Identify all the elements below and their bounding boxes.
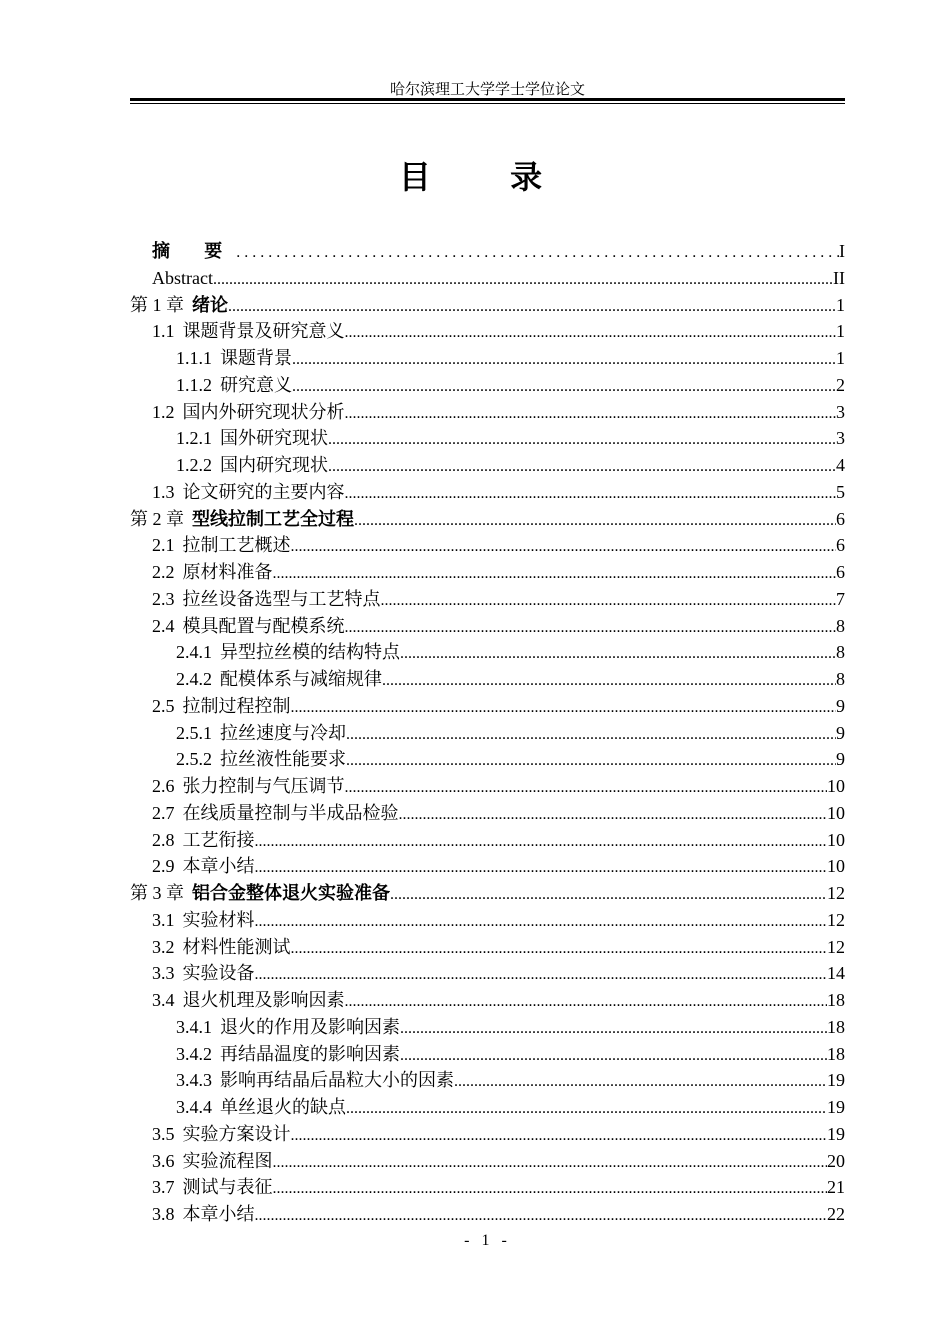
toc-entry-page: 8 bbox=[836, 615, 845, 636]
toc-entry[interactable] bbox=[130, 452, 845, 479]
toc-entry[interactable] bbox=[130, 1121, 845, 1148]
toc-entry-label bbox=[152, 693, 291, 721]
toc-entry-label bbox=[176, 1014, 400, 1042]
toc-entry-page: 9 bbox=[836, 722, 845, 743]
toc-entry-page: 7 bbox=[836, 588, 845, 609]
toc-entry-title: 张力控制与气压调节 bbox=[182, 776, 345, 797]
toc-entry-label bbox=[152, 1201, 255, 1229]
toc-entry-title: 拉制过程控制 bbox=[182, 695, 291, 717]
toc-entry[interactable] bbox=[130, 1201, 845, 1228]
toc-entry-label bbox=[176, 372, 292, 400]
toc-entry-label bbox=[152, 239, 236, 266]
toc-dot-leader bbox=[345, 615, 837, 642]
toc-dot-leader bbox=[345, 989, 828, 1016]
toc-entry-title: 本章小结 bbox=[182, 856, 255, 878]
toc-entry-page: 9 bbox=[836, 695, 845, 716]
toc-entry-number: 3.4.4 bbox=[176, 1097, 212, 1117]
toc-entry-label bbox=[152, 559, 273, 587]
toc-entry-number: 2.5.1 bbox=[176, 722, 212, 743]
toc-entry-number: 1.1 bbox=[152, 321, 175, 342]
toc-entry-number: 1.1.2 bbox=[176, 374, 212, 395]
toc-entry-title: 在线质量控制与半成品检验 bbox=[182, 802, 399, 824]
toc-dot-leader bbox=[292, 374, 836, 401]
toc-entry-number: 1.1.1 bbox=[176, 348, 212, 368]
toc-entry-title: 国内外研究现状分析 bbox=[182, 401, 345, 423]
toc-dot-leader bbox=[345, 401, 837, 428]
toc-entry-page: 5 bbox=[836, 481, 845, 502]
toc-entry[interactable] bbox=[130, 720, 845, 747]
toc-dot-leader bbox=[346, 748, 836, 775]
toc-entry[interactable] bbox=[130, 292, 845, 319]
header-rule-thin bbox=[130, 103, 845, 104]
toc-entry-label bbox=[176, 425, 328, 453]
toc-entry-page: 12 bbox=[827, 883, 845, 903]
toc-entry-title: 拉丝液性能要求 bbox=[220, 749, 346, 771]
toc-entry-page: 4 bbox=[836, 455, 845, 475]
toc-entry-page: 6 bbox=[836, 562, 845, 582]
toc-entry-number: 第 3 章 bbox=[130, 883, 184, 903]
toc-entry-number: 3.4.3 bbox=[176, 1070, 212, 1091]
toc-entry-label bbox=[152, 827, 255, 855]
toc-entry-label bbox=[152, 586, 381, 614]
toc-entry[interactable] bbox=[130, 960, 845, 987]
toc-entry[interactable] bbox=[130, 693, 845, 720]
toc-entry-page: 14 bbox=[827, 963, 845, 984]
toc-entry[interactable] bbox=[130, 639, 845, 666]
toc-entry-page: 18 bbox=[827, 1016, 845, 1037]
toc-entry-title: 实验流程图 bbox=[182, 1150, 273, 1172]
toc-entry-number: 3.4.1 bbox=[176, 1016, 212, 1037]
toc-dot-leader bbox=[292, 347, 836, 374]
toc-dot-leader bbox=[400, 641, 836, 668]
toc-entry-title: 配模体系与减缩规律 bbox=[220, 669, 382, 690]
toc-dot-leader bbox=[228, 294, 836, 321]
toc-entry-page: 3 bbox=[836, 401, 845, 422]
toc-entry-title: 模具配置与配模系统 bbox=[182, 615, 345, 637]
toc-entry-label bbox=[152, 1148, 273, 1176]
toc-entry-label bbox=[152, 479, 345, 507]
toc-dot-leader bbox=[345, 775, 828, 802]
toc-entry-title: 型线拉制工艺全过程 bbox=[192, 508, 354, 530]
toc-entry-label bbox=[176, 1067, 454, 1095]
toc-dot-leader bbox=[291, 695, 837, 722]
toc-entry[interactable] bbox=[130, 746, 845, 773]
toc-entry-page: 19 bbox=[827, 1097, 845, 1117]
toc-entry-title: 国外研究现状 bbox=[220, 428, 328, 450]
toc-dot-leader bbox=[400, 1043, 827, 1070]
toc-entry[interactable] bbox=[130, 372, 845, 399]
toc-entry[interactable] bbox=[130, 1174, 845, 1201]
toc-entry-page: 10 bbox=[827, 802, 845, 823]
toc-entry-label bbox=[152, 987, 345, 1015]
toc-entry-page: 12 bbox=[827, 936, 845, 957]
toc-entry-label bbox=[152, 960, 255, 988]
toc-entry-page: 10 bbox=[827, 829, 845, 850]
toc-entry-label bbox=[152, 907, 255, 935]
toc-entry-label bbox=[176, 666, 382, 694]
toc-entry[interactable] bbox=[130, 853, 845, 880]
toc-entry[interactable] bbox=[130, 399, 845, 426]
header-rule-thick bbox=[130, 98, 845, 101]
toc-entry[interactable] bbox=[130, 880, 845, 907]
toc-entry[interactable] bbox=[130, 425, 845, 452]
toc-entry[interactable] bbox=[130, 800, 845, 827]
toc-entry-number: 2.7 bbox=[152, 802, 175, 823]
toc-entry-number: 2.2 bbox=[152, 562, 175, 582]
toc-entry-page: 10 bbox=[827, 776, 845, 796]
toc-entry-label bbox=[152, 800, 399, 828]
toc-dot-leader bbox=[328, 454, 836, 481]
toc-entry-label bbox=[152, 265, 213, 293]
toc-dot-leader bbox=[381, 588, 837, 615]
toc-entry-label bbox=[152, 399, 345, 427]
toc-entry-title: 实验材料 bbox=[182, 909, 255, 931]
toc-entry-title: 拉制工艺概述 bbox=[182, 535, 291, 557]
toc-entry-page: 21 bbox=[827, 1177, 845, 1198]
toc-entry-title: 拉丝设备选型与工艺特点 bbox=[182, 588, 381, 610]
toc-entry[interactable] bbox=[130, 934, 845, 961]
toc-entry-number: 3.3 bbox=[152, 963, 175, 984]
toc-entry-page: I bbox=[839, 241, 845, 261]
toc-dot-leader bbox=[382, 668, 836, 695]
toc-dot-leader bbox=[345, 320, 837, 347]
toc-entry-page: 9 bbox=[836, 749, 845, 770]
toc-dot-leader bbox=[236, 240, 839, 267]
toc-entry-title: 绪论 bbox=[192, 294, 228, 316]
toc-entry-page: 6 bbox=[836, 508, 845, 529]
toc-entry-label bbox=[176, 746, 346, 774]
toc-entry-label bbox=[152, 853, 255, 881]
toc-entry-page: 1 bbox=[836, 294, 845, 315]
toc-entry-page: 6 bbox=[836, 535, 845, 556]
toc-entry-number: 3.7 bbox=[152, 1177, 175, 1198]
toc-entry-number: 3.4 bbox=[152, 990, 175, 1010]
toc-entry-title: 测试与表征 bbox=[182, 1177, 273, 1199]
toc-entry-title: 课题背景及研究意义 bbox=[182, 321, 345, 343]
toc-entry-label bbox=[130, 506, 354, 534]
page-title: 目 录 bbox=[398, 158, 577, 196]
toc-dot-leader bbox=[345, 481, 837, 508]
toc-entry-title: 本章小结 bbox=[182, 1204, 255, 1225]
toc-entry[interactable] bbox=[130, 1094, 845, 1121]
toc-entry-label bbox=[176, 639, 400, 667]
toc-entry-title: 铝合金整体退火实验准备 bbox=[192, 883, 390, 904]
toc-entry[interactable] bbox=[130, 318, 845, 345]
toc-entry-title: 论文研究的主要内容 bbox=[182, 481, 345, 503]
toc-entry-page: 18 bbox=[827, 990, 845, 1010]
toc-entry-page: 10 bbox=[827, 856, 845, 877]
toc-entry-number: 1.2.1 bbox=[176, 428, 212, 449]
toc-entry-label bbox=[176, 1094, 346, 1122]
toc-entry-page: II bbox=[833, 267, 845, 288]
toc-entry-label bbox=[152, 1174, 273, 1202]
toc-dot-leader bbox=[399, 802, 828, 829]
toc-entry-number: 1.2.2 bbox=[176, 455, 212, 475]
toc-dot-leader bbox=[291, 534, 837, 561]
toc-entry-label bbox=[130, 880, 390, 908]
toc-entry-page: 1 bbox=[836, 348, 845, 368]
toc-dot-leader bbox=[346, 1096, 827, 1123]
toc-entry[interactable] bbox=[130, 238, 845, 265]
toc-entry-title: 单丝退火的缺点 bbox=[220, 1097, 346, 1118]
toc-entry-label bbox=[152, 613, 345, 641]
toc-entry-label bbox=[130, 292, 228, 320]
toc-entry-title: 国内研究现状 bbox=[220, 455, 328, 476]
toc-entry-number: 3.4.2 bbox=[176, 1043, 212, 1064]
toc-entry-number: 2.9 bbox=[152, 856, 175, 877]
toc-entry-page: 1 bbox=[836, 321, 845, 342]
toc-entry-number: 2.3 bbox=[152, 588, 175, 609]
toc-entry-label bbox=[152, 318, 345, 346]
toc-entry-number: 3.8 bbox=[152, 1204, 175, 1224]
toc-entry-title: 工艺衔接 bbox=[182, 829, 255, 851]
toc-entry[interactable] bbox=[130, 613, 845, 640]
toc-entry-title: 再结晶温度的影响因素 bbox=[220, 1043, 400, 1065]
toc-entry-label bbox=[176, 345, 292, 373]
toc-dot-leader bbox=[273, 1150, 828, 1177]
toc-entry-title: 异型拉丝模的结构特点 bbox=[220, 642, 400, 664]
toc-entry[interactable] bbox=[130, 265, 845, 292]
toc-entry[interactable] bbox=[130, 666, 845, 693]
toc-entry[interactable] bbox=[130, 586, 845, 613]
toc-entry-title: 课题背景 bbox=[220, 348, 292, 369]
toc-entry-label bbox=[152, 1121, 291, 1149]
toc-entry-page: 2 bbox=[836, 374, 845, 395]
toc-entry-page: 12 bbox=[827, 909, 845, 930]
toc-entry-number: 第 2 章 bbox=[130, 508, 184, 529]
toc-entry-number: 2.4 bbox=[152, 615, 175, 636]
toc-entry-title: 摘 要 bbox=[152, 241, 237, 262]
toc-dot-leader bbox=[291, 936, 828, 963]
toc-entry-number: 1.3 bbox=[152, 481, 175, 502]
toc-entry-page: 18 bbox=[827, 1043, 845, 1064]
toc-entry-title: 退火机理及影响因素 bbox=[182, 990, 345, 1011]
toc-entry-page: 8 bbox=[836, 669, 845, 689]
toc-entry-number: 3.2 bbox=[152, 936, 175, 957]
toc-entry[interactable] bbox=[130, 987, 845, 1014]
toc-entry-title: 材料性能测试 bbox=[182, 936, 291, 958]
toc-entry-label bbox=[176, 1041, 400, 1069]
page-number: - 1 - bbox=[464, 1232, 511, 1249]
toc-dot-leader bbox=[454, 1069, 827, 1096]
toc-dot-leader bbox=[213, 267, 833, 294]
toc-dot-leader bbox=[255, 962, 828, 989]
toc-dot-leader bbox=[255, 855, 828, 882]
toc-entry-number: 2.6 bbox=[152, 776, 175, 796]
toc-entry-page: 20 bbox=[827, 1150, 845, 1171]
toc-entry-page: 8 bbox=[836, 642, 845, 663]
toc-dot-leader bbox=[354, 508, 836, 535]
toc-dot-leader bbox=[328, 427, 836, 454]
toc-entry[interactable] bbox=[130, 559, 845, 586]
toc-entry[interactable] bbox=[130, 1067, 845, 1094]
toc-entry[interactable] bbox=[130, 479, 845, 506]
toc-entry[interactable] bbox=[130, 907, 845, 934]
toc-entry-title: 原材料准备 bbox=[182, 562, 273, 583]
toc-entry-number: 2.5.2 bbox=[176, 749, 212, 770]
toc-dot-leader bbox=[273, 561, 837, 588]
toc-dot-leader bbox=[255, 829, 828, 856]
toc-dot-leader bbox=[273, 1176, 828, 1203]
toc-entry-title: Abstract bbox=[152, 267, 213, 288]
table-of-contents bbox=[130, 238, 845, 1228]
toc-entry-number: 2.4.2 bbox=[176, 669, 212, 689]
toc-entry-page: 19 bbox=[827, 1123, 845, 1144]
toc-entry-number: 2.5 bbox=[152, 695, 175, 716]
toc-entry[interactable] bbox=[130, 1014, 845, 1041]
toc-entry-number: 3.1 bbox=[152, 909, 175, 930]
running-header: 哈尔滨理工大学学士学位论文 bbox=[389, 80, 585, 98]
toc-entry-title: 实验设备 bbox=[182, 963, 255, 985]
toc-entry-label bbox=[152, 773, 345, 801]
toc-entry-title: 影响再结晶后晶粒大小的因素 bbox=[220, 1070, 454, 1092]
toc-entry[interactable] bbox=[130, 345, 845, 372]
toc-entry-number: 1.2 bbox=[152, 401, 175, 422]
toc-entry-title: 实验方案设计 bbox=[182, 1123, 291, 1145]
toc-dot-leader bbox=[400, 1016, 827, 1043]
toc-entry-label bbox=[176, 452, 328, 480]
toc-dot-leader bbox=[390, 882, 827, 909]
toc-entry-page: 3 bbox=[836, 428, 845, 449]
toc-entry[interactable] bbox=[130, 506, 845, 533]
toc-entry[interactable] bbox=[130, 1041, 845, 1068]
toc-dot-leader bbox=[291, 1123, 828, 1150]
toc-entry-title: 拉丝速度与冷却 bbox=[220, 722, 346, 744]
toc-entry-label bbox=[176, 720, 346, 748]
toc-dot-leader bbox=[346, 722, 836, 749]
toc-dot-leader bbox=[255, 909, 828, 936]
toc-entry-number: 3.6 bbox=[152, 1150, 175, 1171]
toc-entry-title: 研究意义 bbox=[220, 374, 292, 396]
toc-entry[interactable] bbox=[130, 773, 845, 800]
toc-entry-label bbox=[152, 934, 291, 962]
toc-entry-number: 3.5 bbox=[152, 1123, 175, 1144]
toc-entry-label bbox=[152, 532, 291, 560]
toc-entry-number: 2.8 bbox=[152, 829, 175, 850]
toc-entry-number: 2.4.1 bbox=[176, 642, 212, 663]
toc-entry-page: 19 bbox=[827, 1070, 845, 1091]
toc-dot-leader bbox=[255, 1203, 828, 1230]
toc-entry[interactable] bbox=[130, 532, 845, 559]
toc-entry[interactable] bbox=[130, 827, 845, 854]
toc-entry-number: 第 1 章 bbox=[130, 294, 184, 315]
toc-entry-title: 退火的作用及影响因素 bbox=[220, 1016, 400, 1038]
toc-entry-number: 2.1 bbox=[152, 535, 175, 556]
toc-entry-page: 22 bbox=[827, 1204, 845, 1224]
toc-entry[interactable] bbox=[130, 1148, 845, 1175]
